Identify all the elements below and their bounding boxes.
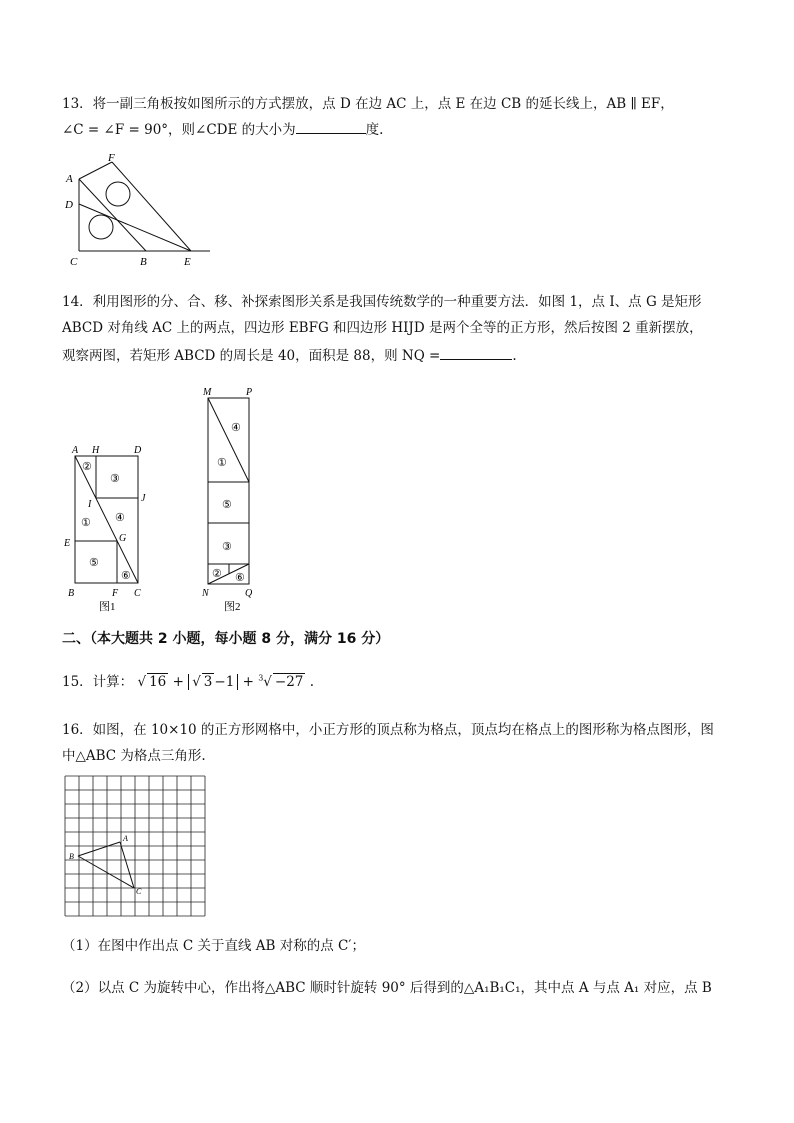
plus-2: + bbox=[242, 674, 254, 690]
region-1: ① bbox=[217, 457, 227, 469]
q15-end: . bbox=[309, 674, 314, 690]
label-B: B bbox=[68, 588, 75, 599]
q13-answer-blank[interactable] bbox=[296, 121, 366, 134]
region-2: ② bbox=[212, 568, 222, 580]
region-6: ⑥ bbox=[235, 572, 245, 584]
label-I: I bbox=[88, 499, 92, 510]
q14-line2: ABCD 对角线 AC 上的两点，四边形 EBFG 和四边形 HIJD 是两个全等的正方形，然后按图 2 重新摆放， bbox=[62, 320, 703, 336]
label-M: M bbox=[203, 387, 212, 398]
label-A: A bbox=[72, 445, 79, 456]
label-G: G bbox=[119, 533, 127, 544]
q15-prefix: 15．计算： bbox=[62, 674, 134, 690]
region-3: ③ bbox=[222, 541, 232, 553]
label-C: C bbox=[70, 256, 78, 268]
q14-figure-1 bbox=[60, 440, 160, 615]
q13-line2-end: 度. bbox=[365, 122, 384, 138]
plus-1: + bbox=[172, 674, 184, 690]
region-2: ② bbox=[82, 461, 92, 473]
label-C: C bbox=[136, 887, 142, 896]
q13-line1: 13．将一副三角板按如图所示的方式摆放，点 D 在边 AC 上，点 E 在边 CB 的延长线上，AB ∥ EF， bbox=[62, 96, 674, 112]
label-E: E bbox=[184, 256, 191, 268]
q15-line bbox=[62, 670, 314, 690]
region-4: ④ bbox=[231, 422, 241, 434]
section-2-heading: 二、（本大题共 2 小题，每小题 8 分，满分 16 分） bbox=[62, 631, 390, 647]
cbrt-neg27: $^3$√ −27 bbox=[258, 673, 304, 690]
grid-10x10 bbox=[65, 776, 205, 916]
label-H: H bbox=[92, 445, 100, 456]
q14-line3-end: . bbox=[512, 348, 517, 364]
q16-line1: 16．如图，在 10×10 的正方形网格中，小正方形的顶点称为格点，顶点均在格点上的图形称为格点图形，图 bbox=[62, 722, 714, 738]
label-P: P bbox=[246, 387, 253, 398]
label-N: N bbox=[202, 588, 209, 599]
label-E: E bbox=[64, 538, 71, 549]
label-A: A bbox=[123, 834, 128, 843]
label-F: F bbox=[112, 588, 119, 599]
diagonal-upper bbox=[208, 398, 249, 482]
label-J: J bbox=[141, 493, 146, 504]
q13-triangle-figure bbox=[60, 148, 220, 273]
figure-2-caption: 图2 bbox=[224, 601, 241, 613]
q14-line3-text: 观察两图，若矩形 ABCD 的周长是 40，面积是 88，则 NQ = bbox=[62, 348, 441, 364]
segment-ba bbox=[78, 842, 120, 856]
region-1: ① bbox=[81, 517, 91, 529]
side-fe bbox=[112, 162, 191, 251]
q13-line2-text: ∠C = ∠F = 90°，则∠CDE 的大小为 bbox=[62, 122, 296, 138]
q14-line3 bbox=[62, 344, 517, 364]
q14-line1: 14．利用图形的分、合、移、补探索图形关系是我国传统数学的一种重要方法．如图 1，点 I、点 G 是矩形 bbox=[62, 294, 702, 310]
q16-line2: 中△ABC 为格点三角形. bbox=[62, 748, 206, 764]
region-5: ⑤ bbox=[89, 557, 99, 569]
label-Q: Q bbox=[245, 588, 253, 599]
region-6: ⑥ bbox=[121, 570, 131, 582]
label-D: D bbox=[65, 199, 73, 211]
region-4: ④ bbox=[115, 512, 125, 524]
side-de bbox=[79, 204, 191, 251]
figure-1-caption: 图1 bbox=[99, 601, 116, 613]
circle-lower bbox=[89, 215, 113, 239]
label-B: B bbox=[140, 256, 147, 268]
side-af bbox=[79, 162, 112, 179]
label-F: F bbox=[108, 152, 115, 164]
abs-value: √ 3 −1 bbox=[188, 674, 238, 690]
side-ab bbox=[79, 179, 146, 251]
q16-part1: （1）在图中作出点 C 关于直线 AB 对称的点 C′； bbox=[62, 938, 365, 954]
label-A: A bbox=[66, 173, 73, 185]
q16-part2: （2）以点 C 为旋转中心，作出将△ABC 顺时针旋转 90° 后得到的△A₁B₁C₁，其中点 A 与点 A₁ 对应，点 B bbox=[62, 980, 712, 996]
q16-grid-figure bbox=[64, 775, 209, 917]
label-B: B bbox=[69, 852, 74, 861]
q13-line2 bbox=[62, 118, 383, 138]
q14-answer-blank[interactable] bbox=[440, 347, 512, 360]
label-D: D bbox=[134, 445, 142, 456]
circle-upper bbox=[106, 182, 130, 206]
region-3: ③ bbox=[110, 473, 120, 485]
rect-mpqn bbox=[208, 398, 249, 584]
region-5: ⑤ bbox=[222, 499, 232, 511]
q14-figure-2 bbox=[198, 384, 268, 614]
label-C: C bbox=[134, 588, 141, 599]
sqrt-16: √ 16 bbox=[137, 674, 167, 690]
